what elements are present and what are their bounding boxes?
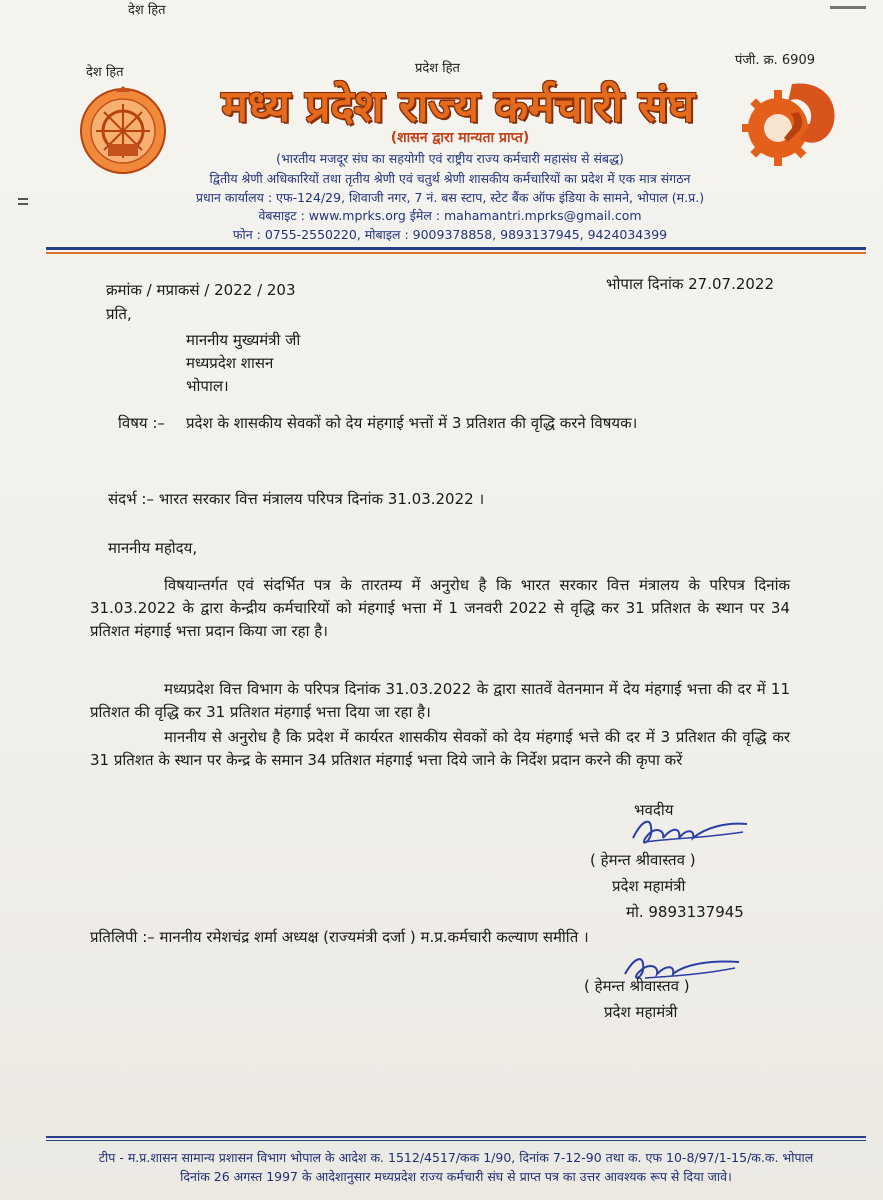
addressee-line: भोपाल। — [186, 377, 229, 395]
edge-mark — [830, 6, 866, 9]
header-divider — [46, 247, 866, 250]
closing: भवदीय — [634, 801, 674, 819]
recognition-note: (शासन द्वारा मान्यता प्राप्त) — [390, 130, 530, 146]
subject-label: विषय :– — [118, 414, 165, 432]
footer-divider — [46, 1140, 866, 1141]
salutation: माननीय महोदय, — [108, 539, 198, 557]
signatory-mobile: मो. 9893137945 — [626, 903, 744, 921]
center-motto: प्रदेश हित — [415, 61, 460, 76]
header-divider-accent — [46, 252, 866, 254]
registration-number: पंजी. क्र. 6909 — [735, 53, 815, 68]
footer-divider — [46, 1136, 866, 1138]
reference-number: क्रमांक / मप्राकसं / 2022 / 203 — [106, 281, 296, 299]
signature-icon — [625, 808, 755, 854]
organization-name: मध्य प्रदेश राज्य कर्मचारी संघ — [221, 81, 695, 132]
copy-to-line: प्रतिलिपी :– माननीय रमेशचंद्र शर्मा अध्यक्ष (राज्यमंत्री दर्जा ) म.प्र.कर्मचारी कल्याण समीति । — [90, 928, 589, 946]
addressee-line: माननीय मुख्यमंत्री जी — [186, 331, 301, 349]
footer-note: दिनांक 26 अगस्त 1997 के आदेशानुसार मध्यप्रदेश राज्य कर्मचारी संघ से प्राप्त पत्र का उत्तर आवश्यक रूप से दिया जावे। — [180, 1169, 732, 1184]
left-motto: देश हित — [86, 65, 124, 80]
signatory-name: ( हेमन्त श्रीवास्तव ) — [590, 851, 696, 869]
letter-date: भोपाल दिनांक 27.07.2022 — [606, 275, 775, 293]
addressee-line: मध्यप्रदेश शासन — [186, 354, 274, 372]
to-label: प्रति, — [106, 305, 132, 323]
body-paragraph: माननीय से अनुरोध है कि प्रदेश में कार्यरत शासकीय सेवकों को देय मंहगाई भत्ते की दर में 3 प्रतिशत की वृद्धि कर 31 प्रतिशत के स्थान पर केन्द्र के समान 34 प्रतिशत मंहगाई भत्ता दिये जाने के निर्देश प्रदान करने की कृपा करें — [90, 728, 790, 769]
fold-text: देश हित — [128, 3, 166, 18]
signatory-designation: प्रदेश महामंत्री — [604, 1003, 678, 1021]
reference-line: संदर्भ :– भारत सरकार वित्त मंत्रालय परिपत्र दिनांक 31.03.2022 । — [108, 490, 485, 508]
head-office-address: प्रधान कार्यालय : एफ-124/29, शिवाजी नगर, 7 नं. बस स्टाप, स्टेट बैंक ऑफ इंडिया के सामने, भोपाल (म.प्र.) — [195, 190, 705, 205]
phone-line: फोन : 0755-2550220, मोबाइल : 9009378858, 9893137945, 9424034399 — [232, 227, 668, 242]
subject-text: प्रदेश के शासकीय सेवकों को देय मंहगाई भत्तों में 3 प्रतिशत की वृद्धि करने विषयक। — [186, 414, 638, 432]
punch-mark — [18, 198, 28, 200]
signatory-name: ( हेमन्त श्रीवास्तव ) — [584, 977, 690, 995]
affiliation-line: (भारतीय मजदूर संघ का सहयोगी एवं राष्ट्रीय राज्य कर्मचारी महासंघ से संबद्ध) — [276, 151, 624, 166]
body-paragraph: विषयान्तर्गत एवं संदर्भित पत्र के तारतम्य में अनुरोध है कि भारत सरकार वित्त मंत्रालय के परिपत्र दिनांक 31.03.2022 के द्वारा केन्द्रीय कर्मचारियों को मंहगाई भत्ता में 1 जनवरी 2022 से वृद्धि कर 31 प्रतिशत के स्थान पर 34 प्रतिशत मंहगाई भत्ता प्रदान किया जा रहा है। — [90, 576, 790, 640]
organization-scope-line: द्वितीय श्रेणी अधिकारियों तथा तृतीय श्रेणी एवं चतुर्थ श्रेणी शासकीय कर्मचारियों का प्रदेश में एक मात्र संगठन — [209, 171, 691, 186]
footer-note: टीप - म.प्र.शासन सामान्य प्रशासन विभाग भोपाल के आदेश क. 1512/4517/कक 1/90, दिनांक 7-12-90 तथा क. एफ 10-8/97/1-15/क.क. भोपाल — [98, 1150, 814, 1165]
signatory-designation: प्रदेश महामंत्री — [612, 877, 686, 895]
body-paragraph: मध्यप्रदेश वित्त विभाग के परिपत्र दिनांक 31.03.2022 के द्वारा सातवें वेतनमान में देय मंहगाई भत्ता की दर में 11 प्रतिशत की वृद्धि कर 31 प्रतिशत मंहगाई भत्ता दिया जा रहा है। — [90, 680, 790, 721]
website-email-line: वेबसाइट : www.mprks.org ईमेल : mahamantri.mprks@gmail.com — [258, 208, 642, 223]
